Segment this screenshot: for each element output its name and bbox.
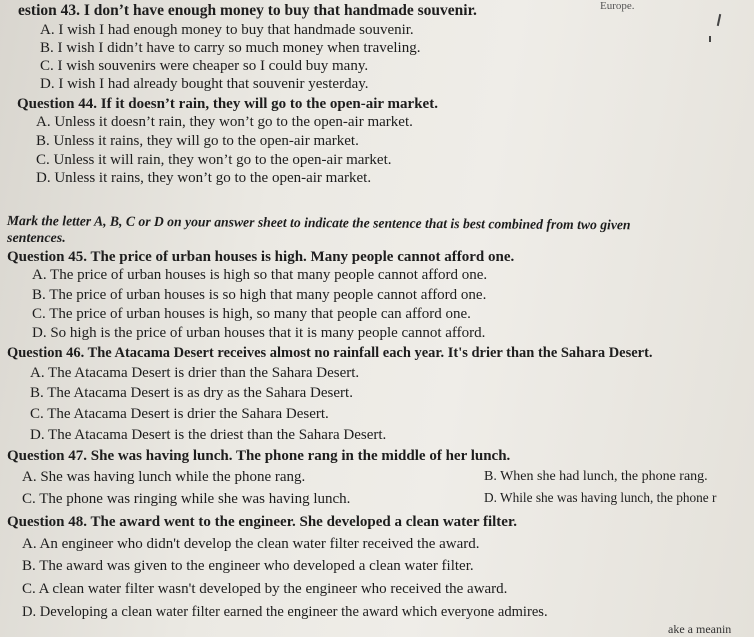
q48-option-b: B. The award was given to the engineer who developed a clean water filter.	[22, 558, 474, 574]
q46-option-d: D. The Atacama Desert is the driest than the Sahara Desert.	[30, 427, 387, 443]
question-43: estion 43. I don’t have enough money to buy that handmade souvenir.	[18, 2, 477, 19]
q43-option-a: A. I wish I had enough money to buy that handmade souvenir.	[40, 22, 414, 38]
question-46: Question 46. The Atacama Desert receives almost no rainfall each year. It's drier than the Sahara Desert.	[7, 345, 653, 361]
q47-option-d: D. While she was having lunch, the phone r	[484, 491, 717, 506]
q45-option-b: B. The price of urban houses is so high that many people cannot afford one.	[32, 287, 487, 303]
section-instruction-cont: sentences.	[7, 231, 66, 246]
q48-option-a: A. An engineer who didn't develop the clean water filter received the award.	[22, 536, 480, 552]
question-47: Question 47. She was having lunch. The phone rang in the middle of her lunch.	[7, 448, 511, 464]
q46-option-a: A. The Atacama Desert is drier than the Sahara Desert.	[30, 365, 360, 381]
q43-option-c: C. I wish souvenirs were cheaper so I could buy many.	[40, 58, 369, 74]
corner-text-top: Europe.	[600, 0, 635, 12]
q44-option-b: B. Unless it rains, they will go to the open-air market.	[36, 133, 359, 149]
pen-mark	[717, 14, 721, 26]
q45-option-d: D. So high is the price of urban houses that it is many people cannot afford.	[32, 325, 486, 341]
q48-option-d: D. Developing a clean water filter earned the engineer the award which everyone admires.	[22, 604, 548, 620]
pen-mark	[709, 36, 711, 42]
corner-text-bottom: ake a meanin	[668, 622, 732, 636]
q46-option-b: B. The Atacama Desert is as dry as the Sahara Desert.	[30, 385, 353, 401]
q48-option-c: C. A clean water filter wasn't developed by the engineer who received the award.	[22, 581, 508, 597]
q43-option-b: B. I wish I didn’t have to carry so much money when traveling.	[40, 40, 421, 56]
question-44: Question 44. If it doesn’t rain, they will go to the open-air market.	[17, 96, 438, 112]
q46-option-c: C. The Atacama Desert is drier the Sahara Desert.	[30, 406, 329, 422]
q44-option-a: A. Unless it doesn’t rain, they won’t go to the open-air market.	[36, 114, 413, 130]
section-instruction: Mark the letter A, B, C or D on your answer sheet to indicate the sentence that is best combined from two given	[6, 213, 631, 234]
q43-option-d: D. I wish I had already bought that souvenir yesterday.	[40, 76, 369, 92]
q44-option-d: D. Unless it rains, they won’t go to the open-air market.	[36, 170, 372, 186]
q44-option-c: C. Unless it will rain, they won’t go to the open-air market.	[36, 152, 392, 168]
q47-option-a: A. She was having lunch while the phone rang.	[22, 469, 306, 485]
question-48: Question 48. The award went to the engineer. She developed a clean water filter.	[7, 514, 517, 530]
q47-option-c: C. The phone was ringing while she was having lunch.	[22, 491, 351, 507]
q45-option-c: C. The price of urban houses is high, so many that people can afford one.	[32, 306, 471, 322]
q47-option-b: B. When she had lunch, the phone rang.	[484, 469, 708, 484]
question-45: Question 45. The price of urban houses is high. Many people cannot afford one.	[7, 249, 515, 265]
q45-option-a: A. The price of urban houses is high so that many people cannot afford one.	[32, 267, 488, 283]
